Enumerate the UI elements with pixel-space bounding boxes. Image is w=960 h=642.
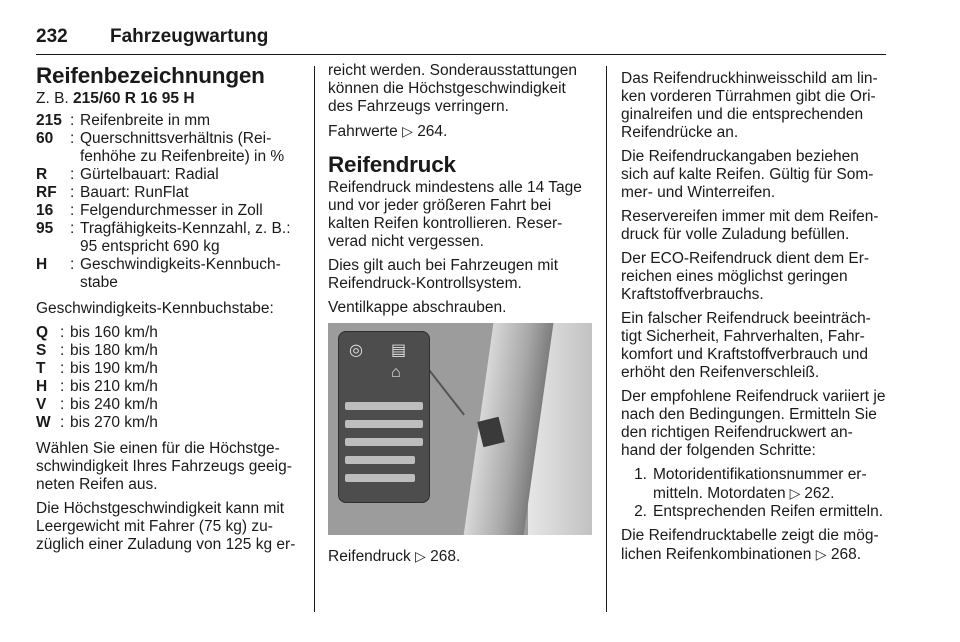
- definition-row: [36, 342, 298, 360]
- figure-caption: [328, 547, 592, 566]
- label-row: [345, 420, 423, 428]
- caption-text: Reifendruck: [328, 548, 411, 565]
- definition-separator: :: [70, 112, 75, 129]
- step-number: 1.: [634, 466, 647, 483]
- definition-row: [36, 360, 298, 378]
- definition-row: [36, 396, 298, 414]
- label-row: [345, 402, 423, 410]
- definition-key: 16: [36, 202, 54, 219]
- steps-list: [621, 466, 887, 521]
- definition-value: bis 240 km/h: [70, 396, 158, 413]
- step-item: [621, 503, 887, 521]
- paragraph: Der empfohlene Reifendruck variiert je nach den Bedingungen. Ermitteln Sie den richtigen Reifendruckwert an-hand der folgenden Schritte:: [621, 388, 886, 459]
- page-header: [36, 24, 886, 55]
- column-divider-1: [314, 66, 315, 612]
- paragraph: Das Reifendruckhinweisschild am lin-ken vorderen Türrahmen gibt die Ori-ginalreifen und die entsprechenden Reifendrücke an.: [621, 70, 878, 141]
- step-label: Entsprechenden Reifen ermitteln.: [653, 503, 884, 520]
- definition-row: [36, 414, 298, 432]
- fahrwerte-text: Fahrwerte: [328, 123, 398, 140]
- reference-arrow-icon: ▷: [815, 546, 827, 562]
- definition-key: S: [36, 342, 47, 359]
- definition-separator: :: [70, 220, 75, 237]
- car-icon: ⌂: [391, 364, 401, 381]
- paragraph: Die Höchstgeschwindigkeit kann mit Leergewicht mit Fahrer (75 kg) zu-züglich einer Zuladung von 125 kg er-: [36, 500, 296, 553]
- paragraph: Reifendruck mindestens alle 14 Tage und vor jeder größeren Fahrt bei kalten Reifen kontrollieren. Reser-verad nicht vergessen.: [328, 179, 582, 250]
- tire-pressure-label: [338, 331, 430, 503]
- label-row: [345, 474, 415, 482]
- definition-row: [36, 130, 298, 166]
- definition-key: R: [36, 166, 48, 183]
- definition-separator: :: [70, 166, 75, 183]
- section-title-tire-pressure: Reifendruck: [328, 152, 456, 177]
- definition-value: Reifenbreite in mm: [80, 112, 211, 129]
- label-row: [345, 438, 423, 446]
- paragraph: Dies gilt auch bei Fahrzeugen mit Reifendruck-Kontrollsystem.: [328, 257, 559, 292]
- definition-value: Tragfähigkeits-Kennzahl, z. B.: 95 entspricht 690 kg: [80, 220, 291, 255]
- paragraph: Wählen Sie einen für die Höchstge-schwindigkeit Ihres Fahrzeugs geeig-neten Reifen aus.: [36, 440, 292, 493]
- example-prefix: Z. B.: [36, 90, 69, 107]
- definition-key: 60: [36, 130, 54, 147]
- definition-value: Geschwindigkeits-Kennbuch-stabe: [80, 256, 281, 291]
- definition-separator: :: [60, 324, 65, 341]
- column-divider-2: [606, 66, 607, 612]
- definition-separator: :: [70, 256, 75, 273]
- definition-key: H: [36, 378, 48, 395]
- step-number: 2.: [634, 503, 647, 520]
- step-label: Motoridentifikationsnummer er-mitteln. Motordaten: [653, 466, 867, 502]
- reference-link[interactable]: 262.: [804, 485, 835, 502]
- paragraph: [621, 527, 887, 564]
- definition-value: bis 270 km/h: [70, 414, 158, 431]
- definition-value: bis 160 km/h: [70, 324, 158, 341]
- speed-heading: Geschwindigkeits-Kennbuchstabe:: [36, 300, 274, 317]
- speed-code-list: [36, 324, 298, 432]
- paragraph: Der ECO-Reifendruck dient dem Er-reichen eines möglichst geringen Kraftstoffverbrauchs.: [621, 250, 870, 303]
- definition-value: Bauart: RunFlat: [80, 184, 189, 201]
- paragraph-text: Die Reifendrucktabelle zeigt die mög-lichen Reifenkombinationen: [621, 527, 879, 563]
- fahrwerte-line: [328, 122, 592, 141]
- definition-row: [36, 256, 298, 292]
- definition-value: Querschnittsverhältnis (Rei-fenhöhe zu Reifenbreite) in %: [80, 130, 285, 165]
- definition-key: RF: [36, 184, 57, 201]
- definition-key: 95: [36, 220, 54, 237]
- definition-row: [36, 112, 298, 130]
- definition-separator: :: [70, 184, 75, 201]
- definition-value: Gürtelbauart: Radial: [80, 166, 219, 183]
- label-row: [345, 456, 415, 464]
- tire-icon: ◎: [349, 342, 363, 359]
- reference-arrow-icon: ▷: [402, 123, 413, 139]
- reference-link[interactable]: 268.: [830, 546, 862, 563]
- step-text: [653, 503, 887, 521]
- definition-value: bis 180 km/h: [70, 342, 158, 359]
- column-2: [328, 62, 592, 572]
- step-text: [653, 466, 887, 503]
- paragraph: reicht werden. Sonderausstattungen können die Höchstgeschwindigkeit des Fahrzeugs verringern.: [328, 62, 578, 115]
- column-1: [36, 62, 298, 560]
- definition-separator: :: [60, 360, 65, 377]
- definition-key: W: [36, 414, 51, 431]
- column-3: [621, 70, 887, 570]
- definition-key: 215: [36, 112, 62, 129]
- definition-key: T: [36, 360, 46, 377]
- definition-value: Felgendurchmesser in Zoll: [80, 202, 263, 219]
- page-number: 232: [36, 26, 68, 47]
- paragraph: Die Reifendruckangaben beziehen sich auf kalte Reifen. Gültig für Som-mer- und Winterreifen.: [621, 148, 874, 201]
- definition-value: bis 190 km/h: [70, 360, 158, 377]
- definition-row: [36, 184, 298, 202]
- paragraph: Ventilkappe abschrauben.: [328, 299, 507, 316]
- reference-arrow-icon: ▷: [415, 548, 426, 564]
- definition-separator: :: [70, 202, 75, 219]
- tire-code-list: [36, 112, 298, 292]
- definition-separator: :: [60, 414, 65, 431]
- paragraph: Reservereifen immer mit dem Reifen-druck für volle Zuladung befüllen.: [621, 208, 879, 243]
- example-code: 215/60 R 16 95 H: [73, 90, 195, 107]
- tire-pressure-label-figure: [328, 323, 592, 535]
- paragraph: Ein falscher Reifendruck beeinträch-tigt Sicherheit, Fahrverhalten, Fahr-komfort und Kraftstoffverbrauch und erhöht den Reifenverschleiß.: [621, 310, 871, 381]
- definition-key: H: [36, 256, 48, 273]
- definition-key: V: [36, 396, 47, 413]
- definition-separator: :: [60, 342, 65, 359]
- definition-row: [36, 378, 298, 396]
- definition-key: Q: [36, 324, 49, 341]
- definition-separator: :: [60, 396, 65, 413]
- definition-row: [36, 202, 298, 220]
- leader-line: [427, 367, 465, 415]
- reference-arrow-icon: ▷: [785, 485, 805, 501]
- definition-value: bis 210 km/h: [70, 378, 158, 395]
- chapter-title: Fahrzeugwartung: [110, 26, 269, 47]
- definition-row: [36, 220, 298, 256]
- manual-icon: ▤: [391, 342, 407, 359]
- reference-link[interactable]: 264.: [417, 123, 448, 140]
- definition-separator: :: [60, 378, 65, 395]
- example-line: [36, 90, 298, 108]
- section-title-tire-designation: Reifenbezeichnungen: [36, 63, 265, 88]
- definition-row: [36, 324, 298, 342]
- reference-link[interactable]: 268.: [430, 548, 461, 565]
- step-item: [621, 466, 887, 503]
- definition-row: [36, 166, 298, 184]
- definition-separator: :: [70, 130, 75, 147]
